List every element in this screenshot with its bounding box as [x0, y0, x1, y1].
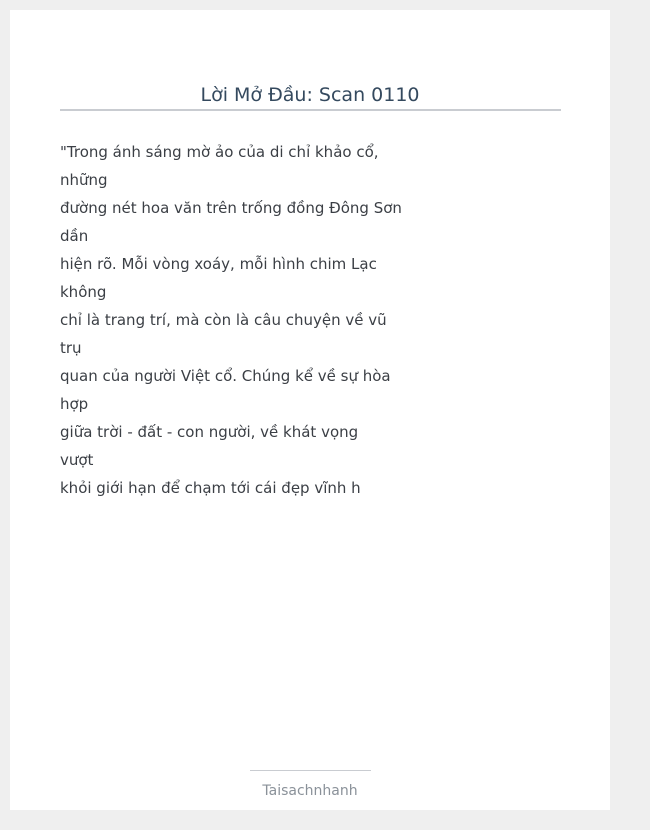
body-line: hiện rõ. Mỗi vòng xoáy, mỗi hình chim Lạc	[60, 255, 377, 273]
document-page	[10, 10, 610, 810]
body-line: vượt	[60, 451, 94, 469]
body-line: khỏi giới hạn để chạm tới cái đẹp vĩnh h	[60, 479, 361, 497]
body-line: không	[60, 283, 107, 301]
body-line: "Trong ánh sáng mờ ảo của di chỉ khảo cổ,	[60, 143, 379, 161]
body-line: chỉ là trang trí, mà còn là câu chuyện về vũ	[60, 311, 387, 329]
footer-divider	[250, 770, 371, 771]
footer-credit: Taisachnhanh	[262, 783, 358, 799]
body-line: quan của người Việt cổ. Chúng kể về sự hòa	[60, 367, 391, 385]
body-line: đường nét hoa văn trên trống đồng Đông Sơn	[60, 199, 402, 217]
body-line: dần	[60, 227, 89, 245]
page-title: Lời Mở Đầu: Scan 0110	[200, 84, 420, 106]
body-line: hợp	[60, 395, 89, 413]
title-divider	[60, 109, 561, 111]
body-line: giữa trời - đất - con người, về khát vọng	[60, 423, 359, 441]
body-text	[60, 138, 420, 502]
body-line: những	[60, 171, 108, 189]
body-line: trụ	[60, 339, 82, 357]
